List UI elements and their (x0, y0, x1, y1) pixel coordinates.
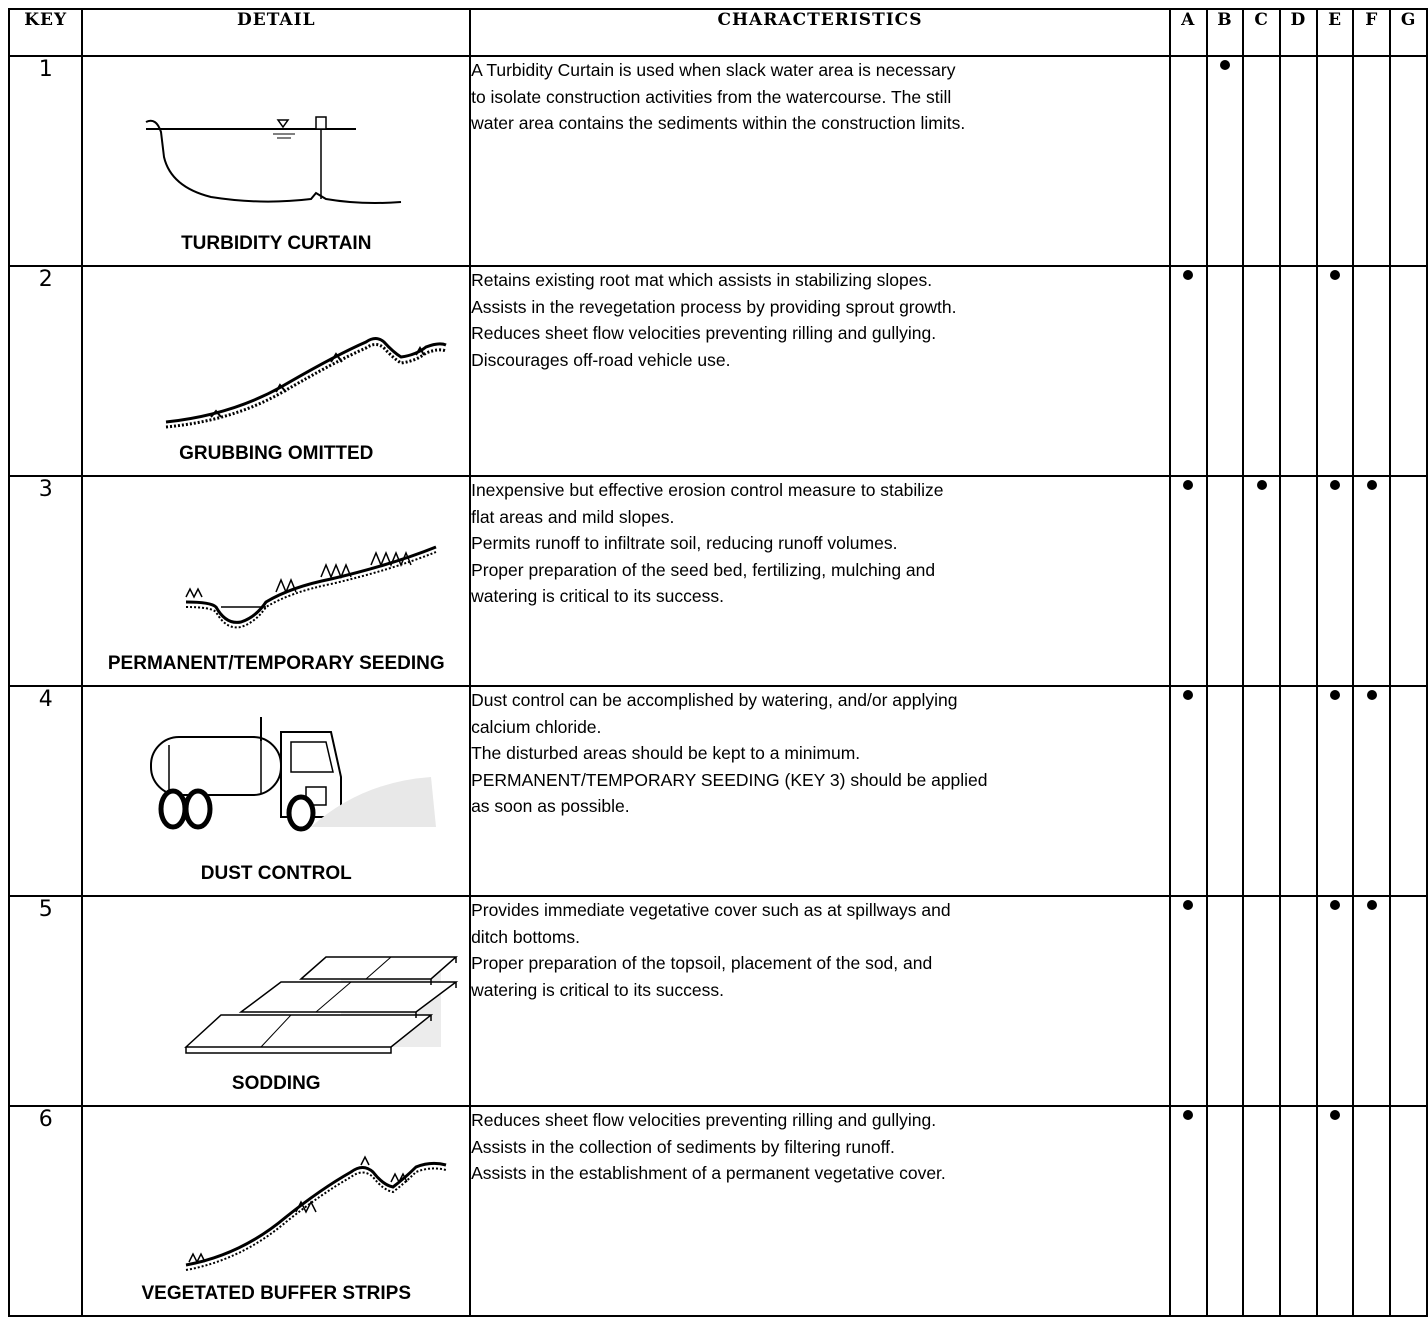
header-detail: DETAIL (82, 9, 470, 56)
criteria-cell-c (1243, 896, 1280, 1106)
key-cell: 1 (9, 56, 82, 266)
criteria-cell-g (1390, 476, 1427, 686)
criteria-cell-f (1353, 896, 1390, 1106)
header-key: KEY (9, 9, 82, 56)
criteria-cell-g (1390, 1106, 1427, 1316)
characteristics-cell (470, 56, 1170, 266)
key-cell: 5 (9, 896, 82, 1106)
bullet-icon (1183, 1110, 1193, 1120)
bullet-icon (1330, 1110, 1340, 1120)
characteristics-line: flat areas and mild slopes. (471, 506, 675, 527)
detail-caption: TURBIDITY CURTAIN (181, 233, 372, 254)
characteristics-line: Proper preparation of the seed bed, fertilizing, mulching and (471, 559, 936, 580)
criteria-cell-b (1207, 686, 1244, 896)
detail-cell (82, 686, 470, 896)
key-cell: 2 (9, 266, 82, 476)
bullet-icon (1330, 270, 1340, 280)
characteristics-line: as soon as possible. (471, 796, 630, 816)
bullet-icon (1183, 690, 1193, 700)
criteria-cell-f (1353, 686, 1390, 896)
bullet-icon (1183, 900, 1193, 910)
detail-cell (82, 896, 470, 1106)
criteria-cell-c (1243, 1106, 1280, 1316)
detail-cell (82, 266, 470, 476)
criteria-cell-d (1280, 266, 1317, 476)
bullet-icon (1183, 480, 1193, 490)
characteristics-line: Assists in the collection of sediments by filtering runoff. (471, 1136, 895, 1157)
criteria-cell-e (1317, 896, 1354, 1106)
header-col-d: D (1280, 9, 1317, 56)
criteria-cell-d (1280, 896, 1317, 1106)
criteria-cell-f (1353, 1106, 1390, 1316)
key-cell: 3 (9, 476, 82, 686)
characteristics-line: Assists in the establishment of a permanent vegetative cover. (471, 1163, 946, 1183)
characteristics-cell (470, 896, 1170, 1106)
criteria-cell-c (1243, 686, 1280, 896)
criteria-cell-g (1390, 896, 1427, 1106)
table-row (9, 686, 1427, 896)
header-col-c: C (1243, 9, 1280, 56)
bullet-icon (1367, 690, 1377, 700)
table-row (9, 266, 1427, 476)
seeding-illustration (101, 507, 441, 647)
characteristics-line: Discourages off-road vehicle use. (471, 349, 731, 370)
criteria-cell-e (1317, 56, 1354, 266)
criteria-cell-e (1317, 266, 1354, 476)
criteria-cell-e (1317, 1106, 1354, 1316)
bullet-icon (1367, 480, 1377, 490)
criteria-cell-a (1170, 56, 1207, 266)
characteristics-line: Assists in the revegetation process by providing sprout growth. (471, 296, 957, 317)
characteristics-line: Reduces sheet flow velocities preventing rilling and gullying. (471, 323, 937, 343)
criteria-cell-b (1207, 1106, 1244, 1316)
turbidity-curtain-illustration (101, 87, 441, 227)
criteria-cell-b (1207, 266, 1244, 476)
characteristics-cell (470, 266, 1170, 476)
criteria-cell-d (1280, 1106, 1317, 1316)
detail-cell (82, 56, 470, 266)
key-cell: 4 (9, 686, 82, 896)
criteria-cell-g (1390, 266, 1427, 476)
characteristics-line: Provides immediate vegetative cover such as at spillways and (471, 900, 951, 920)
header-col-a: A (1170, 9, 1207, 56)
detail-caption: VEGETATED BUFFER STRIPS (141, 1283, 412, 1304)
key-cell: 6 (9, 1106, 82, 1316)
criteria-cell-f (1353, 266, 1390, 476)
criteria-cell-g (1390, 686, 1427, 896)
characteristics-line: Permits runoff to infiltrate soil, reducing runoff volumes. (471, 533, 898, 553)
criteria-cell-b (1207, 56, 1244, 266)
characteristics-line: Reduces sheet flow velocities preventing rilling and gullying. (471, 1110, 937, 1130)
characteristics-line: PERMANENT/TEMPORARY SEEDING (KEY 3) should be applied (471, 769, 988, 790)
bullet-icon (1257, 480, 1267, 490)
characteristics-cell (470, 476, 1170, 686)
sodding-illustration (101, 927, 441, 1067)
table-row (9, 896, 1427, 1106)
table-row (9, 1106, 1427, 1316)
table-row (9, 56, 1427, 266)
bullet-icon (1183, 270, 1193, 280)
characteristics-line: to isolate construction activities from the watercourse. The still (471, 86, 952, 107)
characteristics-line: Inexpensive but effective erosion control measure to stabilize (471, 480, 944, 500)
detail-caption: PERMANENT/TEMPORARY SEEDING (107, 653, 445, 674)
criteria-cell-d (1280, 476, 1317, 686)
criteria-cell-a (1170, 476, 1207, 686)
characteristics-line: water area contains the sediments within the construction limits. (471, 113, 966, 133)
criteria-cell-b (1207, 896, 1244, 1106)
criteria-cell-e (1317, 476, 1354, 686)
header-row (9, 9, 1427, 56)
bullet-icon (1330, 690, 1340, 700)
criteria-cell-a (1170, 1106, 1207, 1316)
header-col-e: E (1317, 9, 1354, 56)
vegetated-buffer-strips-illustration (101, 1137, 441, 1277)
detail-caption: DUST CONTROL (200, 863, 352, 884)
criteria-cell-f (1353, 56, 1390, 266)
characteristics-line: watering is critical to its success. (471, 586, 724, 606)
criteria-cell-g (1390, 56, 1427, 266)
bmp-table (8, 8, 1428, 1317)
criteria-cell-a (1170, 266, 1207, 476)
bullet-icon (1220, 60, 1230, 70)
bullet-icon (1330, 480, 1340, 490)
criteria-cell-d (1280, 686, 1317, 896)
dust-control-illustration (101, 717, 441, 857)
criteria-cell-c (1243, 56, 1280, 266)
header-col-f: F (1353, 9, 1390, 56)
header-col-g: G (1390, 9, 1427, 56)
criteria-cell-c (1243, 476, 1280, 686)
header-col-b: B (1207, 9, 1244, 56)
criteria-cell-c (1243, 266, 1280, 476)
characteristics-line: ditch bottoms. (471, 926, 581, 947)
detail-cell (82, 1106, 470, 1316)
characteristics-line: Retains existing root mat which assists in stabilizing slopes. (471, 270, 933, 290)
characteristics-line: calcium chloride. (471, 716, 602, 737)
characteristics-line: A Turbidity Curtain is used when slack water area is necessary (471, 60, 956, 80)
detail-caption: GRUBBING OMITTED (179, 443, 374, 464)
bullet-icon (1367, 900, 1377, 910)
bullet-icon (1330, 900, 1340, 910)
characteristics-line: Proper preparation of the topsoil, placement of the sod, and (471, 953, 933, 973)
detail-caption: SODDING (231, 1073, 321, 1094)
characteristics-line: Dust control can be accomplished by watering, and/or applying (471, 690, 958, 710)
criteria-cell-b (1207, 476, 1244, 686)
characteristics-line: The disturbed areas should be kept to a minimum. (471, 743, 861, 763)
characteristics-cell (470, 1106, 1170, 1316)
detail-cell (82, 476, 470, 686)
header-characteristics: CHARACTERISTICS (470, 9, 1170, 56)
criteria-cell-a (1170, 686, 1207, 896)
criteria-cell-f (1353, 476, 1390, 686)
criteria-cell-a (1170, 896, 1207, 1106)
grubbing-omitted-illustration (101, 297, 441, 437)
criteria-cell-d (1280, 56, 1317, 266)
table-row (9, 476, 1427, 686)
criteria-cell-e (1317, 686, 1354, 896)
characteristics-cell (470, 686, 1170, 896)
characteristics-line: watering is critical to its success. (471, 979, 724, 1000)
